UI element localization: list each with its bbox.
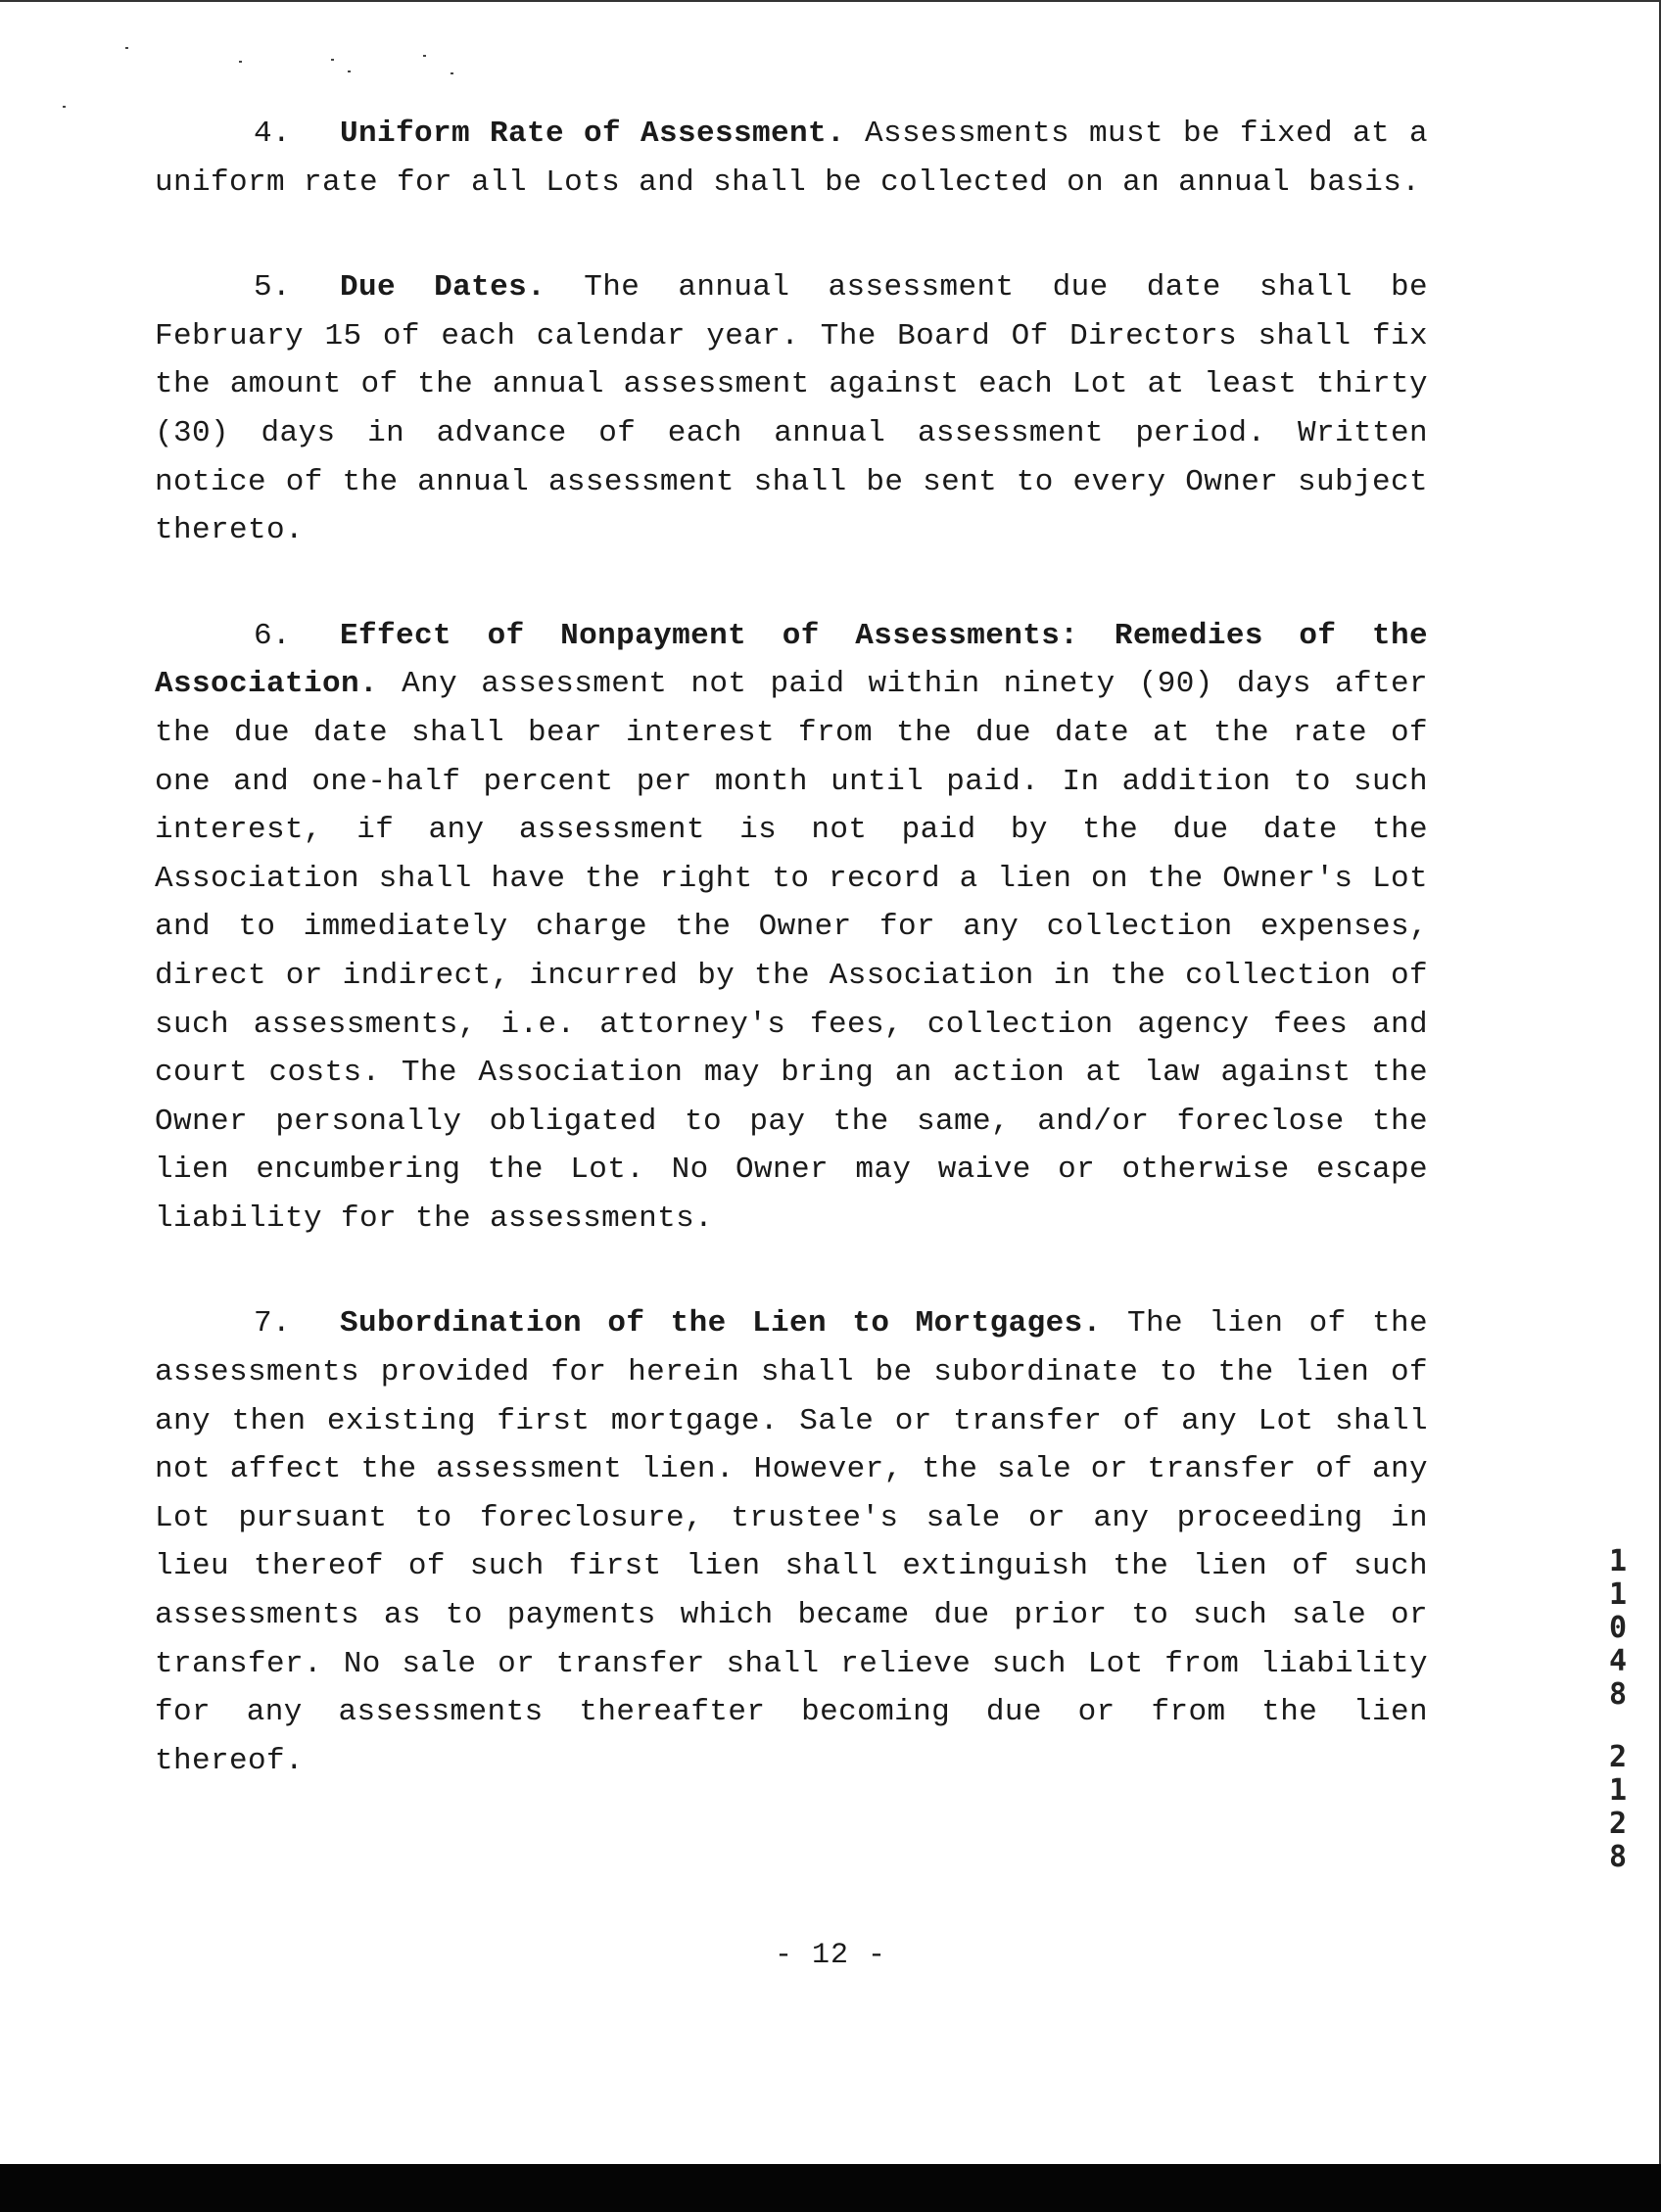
section-text: Any assessment not paid within ninety (90) days after the due date shall bear interest from the due date at the rate of one and one-half percent per month until paid. In addition to such interest, if any assessment is not paid by the due date the Association shall have the right to record a lien on the Owner's Lot and to immediately charge the Owner for any collection expenses, direct or indirect, incurred by the Association in the collection of such assessments, i.e. attorney's fees, collection agency fees and court costs. The Association may bring an action at law against the Owner personally obligated to pay the same, and/or foreclose the lien encumbering the Lot. No Owner may waive or otherwise escape liability for the assessments. xyxy=(155,667,1428,1236)
section-heading: Effect of Nonpayment of Assessments: Remedies of the Association. xyxy=(155,618,1428,702)
section-7-paragraph xyxy=(155,1299,1428,1785)
stamp-digit: 2 xyxy=(1608,1807,1628,1841)
stamp-digit: 1 xyxy=(1608,1577,1628,1612)
stamp-digit: 1 xyxy=(1608,1773,1628,1808)
section-heading: Subordination of the Lien to Mortgages. xyxy=(340,1306,1102,1341)
stamp-digit: 4 xyxy=(1608,1644,1628,1678)
margin-stamp-page xyxy=(1598,1741,1637,1874)
section-5-paragraph xyxy=(155,263,1428,555)
section-number: 4. xyxy=(254,117,292,151)
stamp-digit: 8 xyxy=(1608,1677,1628,1712)
margin-stamp-book xyxy=(1598,1545,1637,1712)
section-number: 6. xyxy=(254,618,292,653)
stamp-digit: 1 xyxy=(1608,1544,1628,1578)
section-text: Assessments must be fixed at a uniform rate for all Lots and shall be collected on an annual basis. xyxy=(155,117,1428,200)
page-top-edge xyxy=(0,0,1661,2)
page-number: - 12 - xyxy=(774,1939,887,1972)
scan-bottom-border xyxy=(0,2164,1661,2212)
section-heading: Due Dates. xyxy=(340,270,546,306)
section-6-paragraph xyxy=(155,612,1428,1244)
section-number: 7. xyxy=(254,1306,292,1341)
section-text: The lien of the assessments provided for herein shall be subordinate to the lien of any then existing first mortgage. Sale or transfer of any Lot shall not affect the assessment lien. However, the sale or transfer of any Lot pursuant to foreclosure, trustee's sale or any proceeding in lieu thereof of such first lien shall extinguish the lien of such assessments as to payments which became due prior to such sale or transfer. No sale or transfer shall relieve such Lot from liability for any assessments thereafter becoming due or from the lien thereof. xyxy=(155,1306,1428,1778)
section-number: 5. xyxy=(254,270,292,306)
document-body xyxy=(155,110,1428,1842)
stamp-digit: 0 xyxy=(1608,1611,1628,1645)
section-heading: Uniform Rate of Assessment. xyxy=(340,117,846,151)
section-text: The annual assessment due date shall be February 15 of each calendar year. The Board Of Directors shall fix the amount of the annual assessment against each Lot at least thirty (30) days in advance of each annual assessment period. Written notice of the annual assessment shall be sent to every Owner subject thereto. xyxy=(155,270,1428,548)
stamp-digit: 8 xyxy=(1608,1840,1628,1874)
stamp-digit: 2 xyxy=(1608,1740,1628,1774)
section-4-paragraph xyxy=(155,110,1428,207)
